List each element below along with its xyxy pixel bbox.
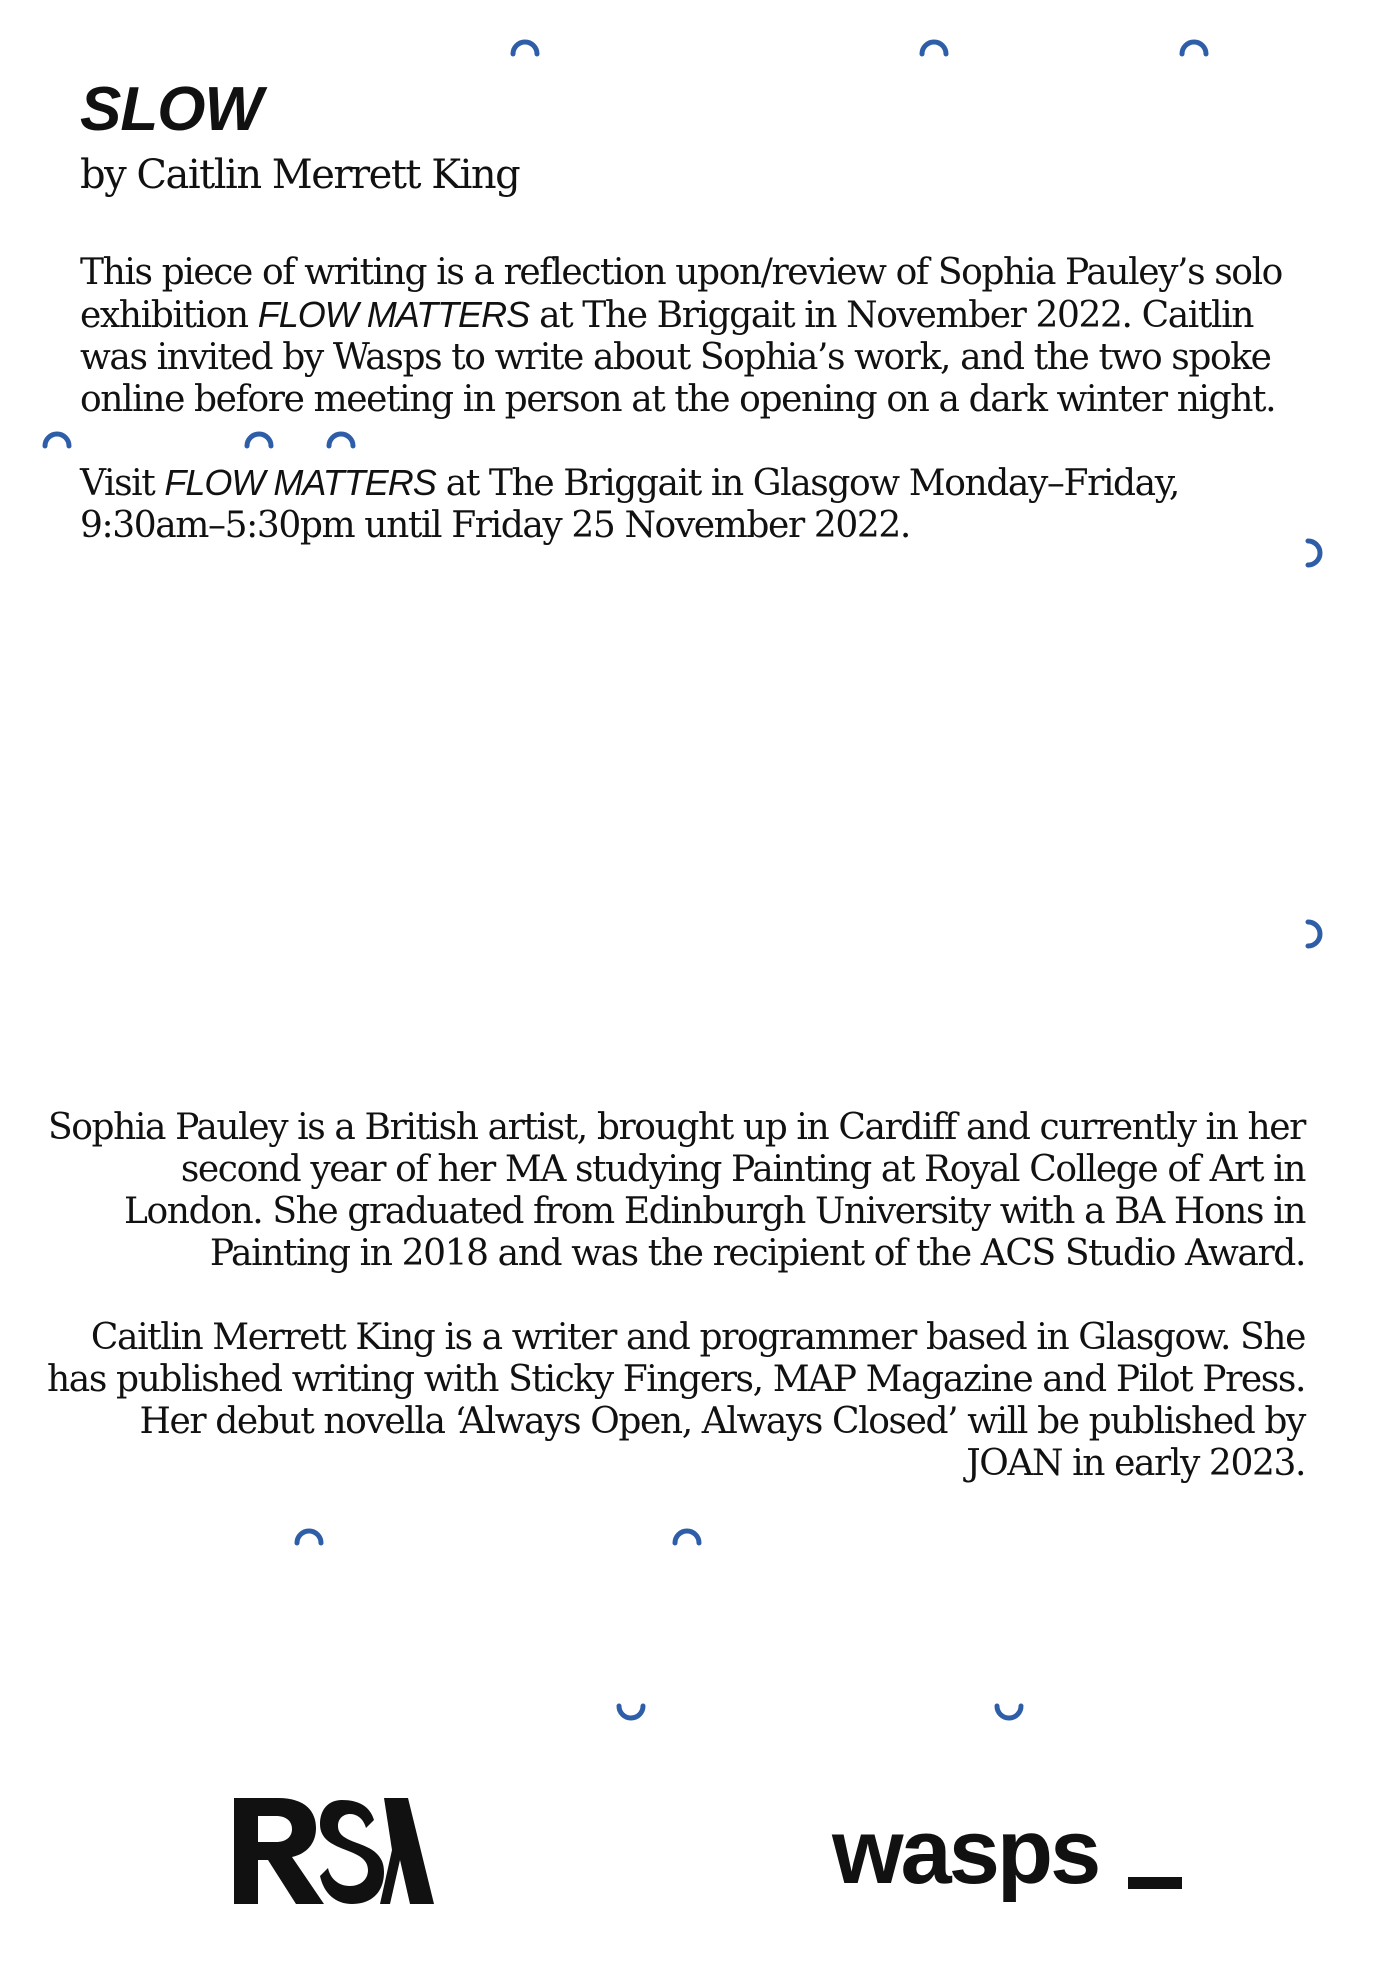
exhibition-title: FLOW MATTERS (257, 294, 530, 335)
blue-arc-icon (614, 1690, 648, 1724)
blue-arc-icon (670, 1527, 704, 1561)
wasps-logo-underscore (1128, 1877, 1182, 1889)
blue-arc-icon (917, 38, 951, 72)
blue-arc-icon (324, 430, 358, 464)
intro-text-start: This piece of writing is a reflection upon/review of Sophia Pauley’s solo exhibition (80, 252, 1282, 336)
intro-paragraph (80, 252, 1320, 421)
author-bio: Caitlin Merrett King is a writer and programmer based in Glasgow. She has published writing with Sticky Fingers, MAP Magazine and Pilot Press. Her debut novella ‘Always Open, Always Closed’ will be published by JOAN in early 2023. (46, 1317, 1305, 1484)
blue-arc-icon (1177, 38, 1211, 72)
exhibition-title: FLOW MATTERS (164, 462, 436, 503)
visit-text-end: at The Briggait in Glasgow Monday–Friday, 9:30am–5:30pm until Friday 25 November 2022. (80, 463, 1179, 546)
blue-arc-icon (40, 430, 74, 464)
wasps-logo: wasps (832, 1801, 1099, 1903)
blue-arc-icon (1292, 536, 1326, 570)
blue-arc-icon (1292, 917, 1326, 951)
rsa-logo (234, 1798, 434, 1904)
intro-text-end: at The Briggait in November 2022. Caitlin was invited by Wasps to write about Sophia’s work, and the two spoke online before meeting in person at the opening on a dark winter night. (80, 295, 1276, 420)
visit-text-start: Visit (80, 463, 165, 504)
visit-paragraph (80, 462, 1320, 547)
blue-arc-icon (992, 1690, 1026, 1724)
blue-arc-icon (242, 430, 276, 464)
artist-bio: Sophia Pauley is a British artist, brought up in Cardiff and currently in her second year of her MA studying Painting at Royal College of Art in London. She graduated from Edinburgh University with a BA Hons in Painting in 2018 and was the recipient of the ACS Studio Award. (47, 1107, 1305, 1274)
blue-arc-icon (508, 38, 542, 72)
blue-arc-icon (292, 1527, 326, 1561)
byline: by Caitlin Merrett King (80, 152, 520, 198)
document-title: SLOW (80, 75, 262, 144)
